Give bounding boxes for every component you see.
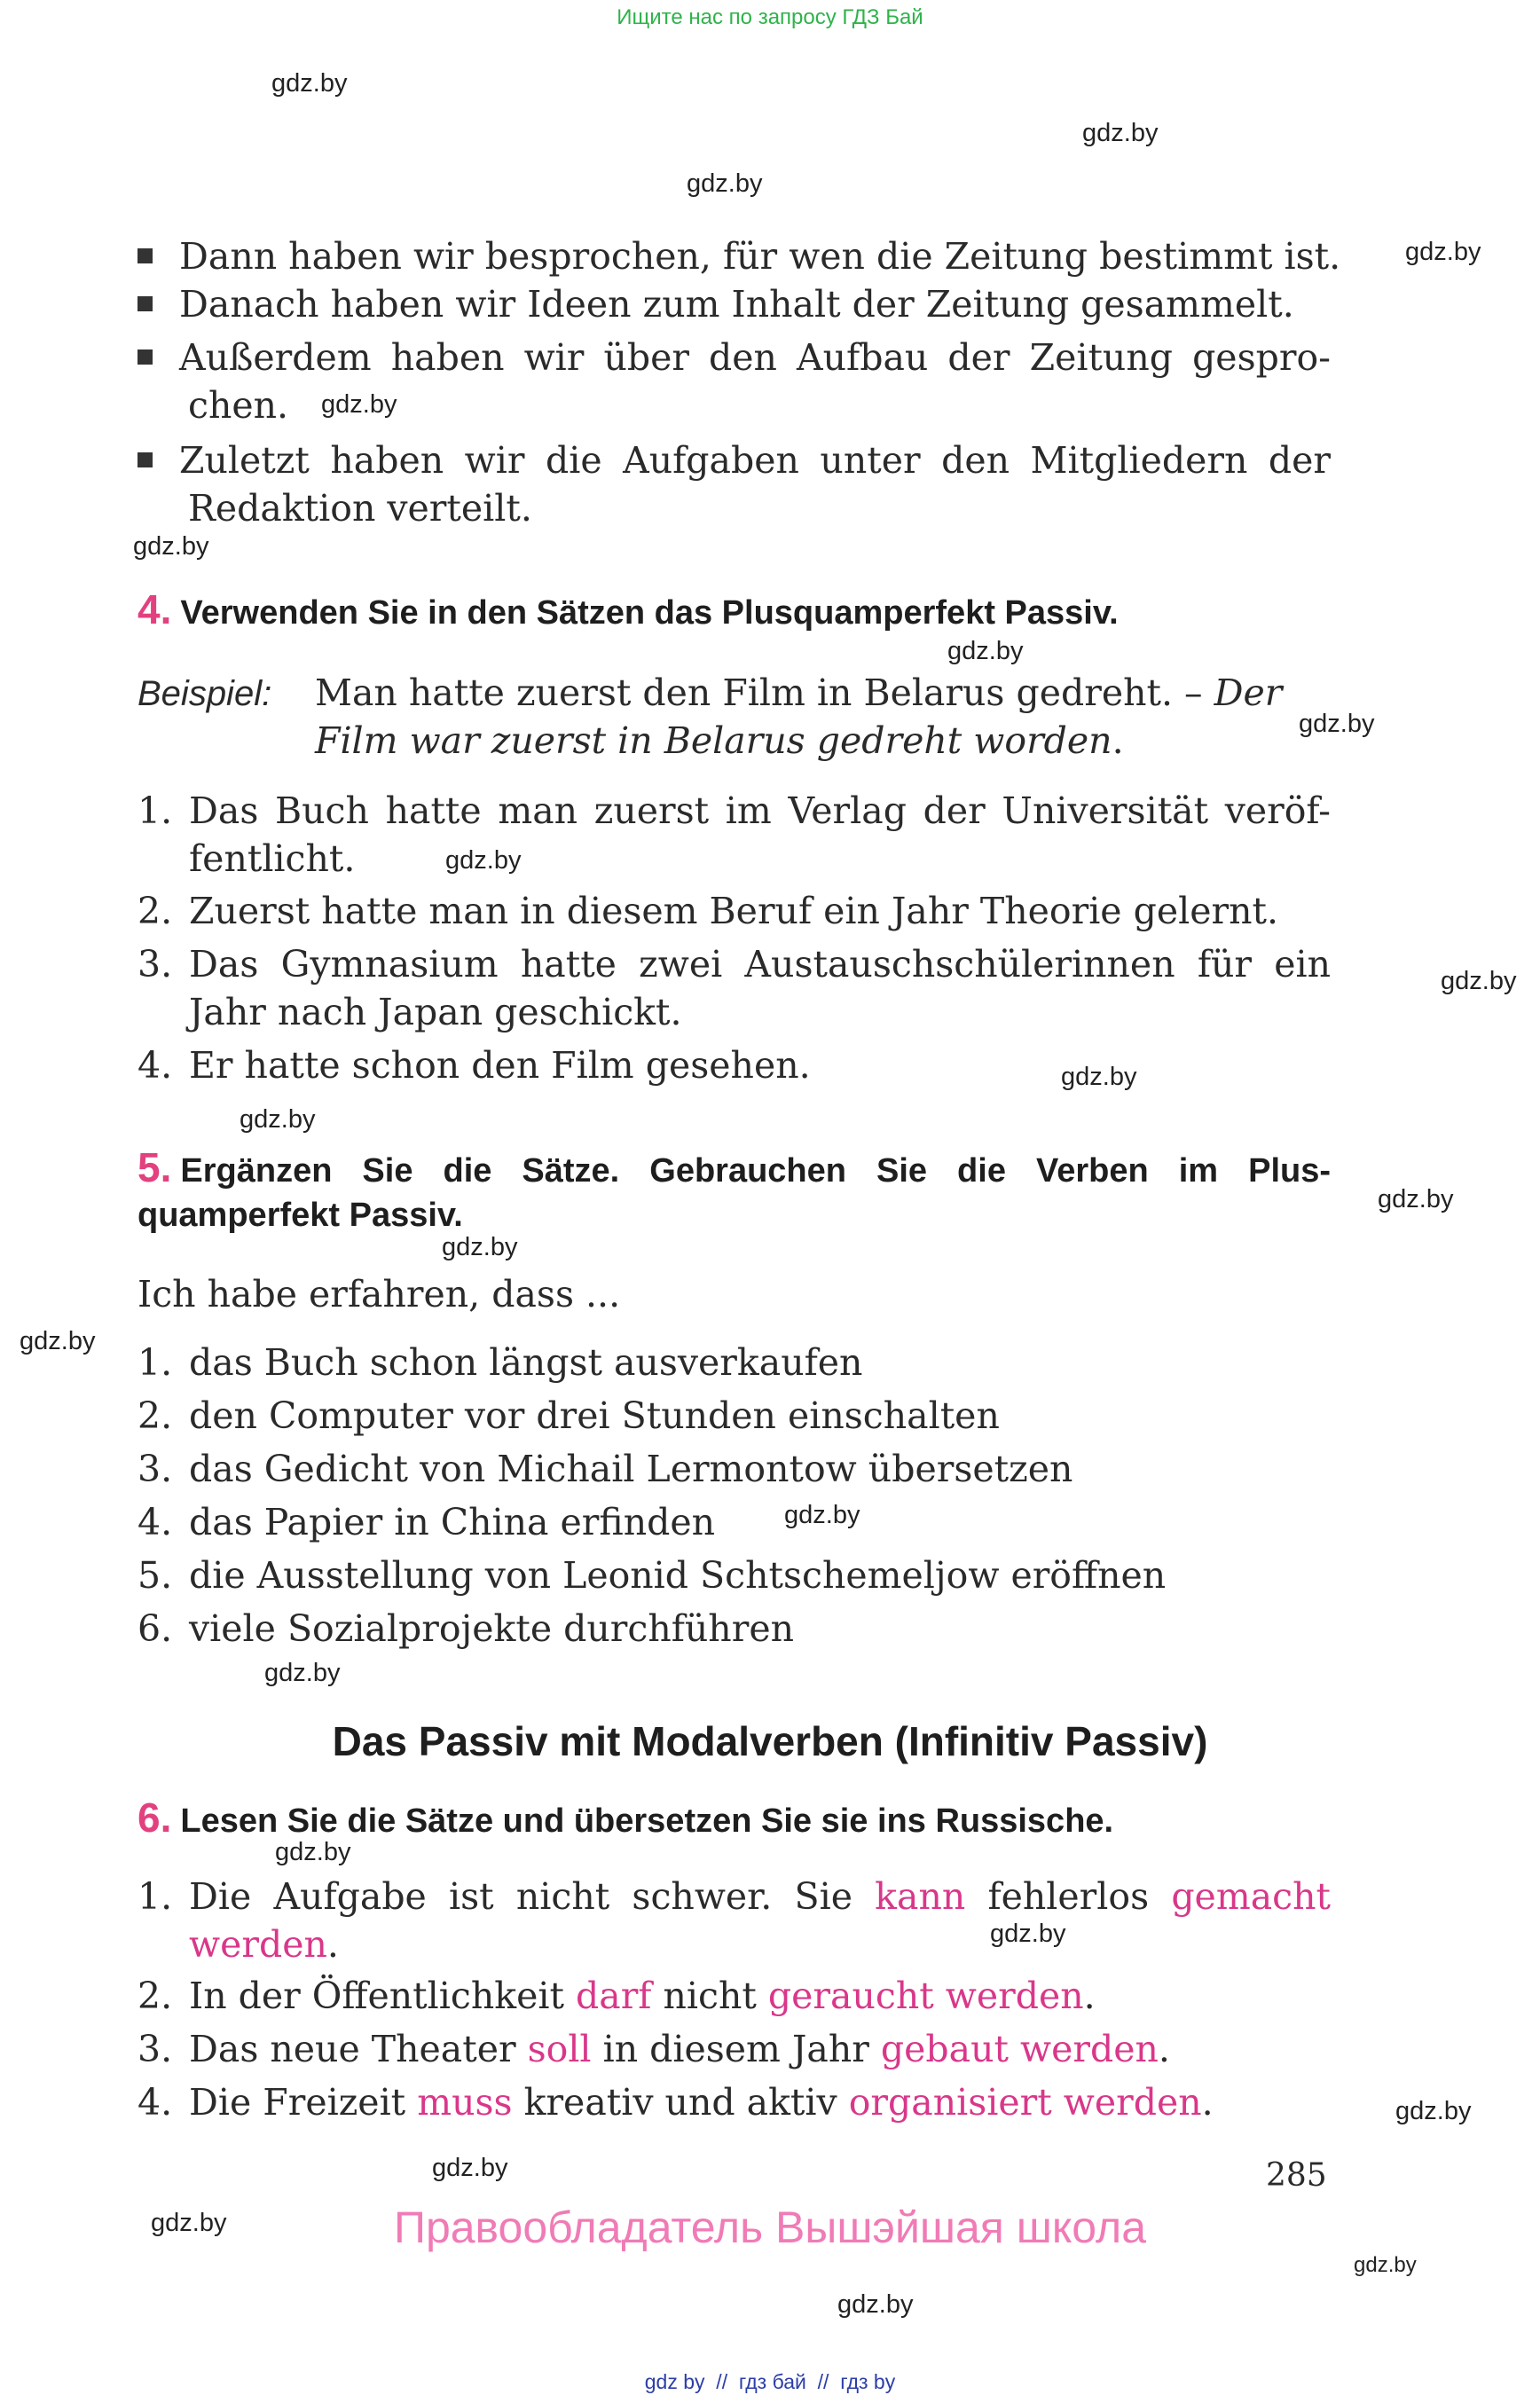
list-item: 1. Das Buch hatte man zuerst im Verlag der Universität veröf- fentlicht. (138, 789, 1331, 880)
exercise-6-heading (138, 1794, 1113, 1842)
modal-verb: muss (417, 2081, 513, 2124)
watermark: gdz.by (947, 637, 1024, 665)
watermark: gdz.by (264, 1659, 341, 1687)
list-item: 2. Zuerst hatte man in diesem Beruf ein Jahr Theorie gelernt. (138, 890, 1278, 932)
watermark: gdz.by (687, 169, 763, 198)
example-block (138, 669, 1331, 718)
watermark: gdz.by (151, 2209, 227, 2237)
list-item: 2. In der Öffentlichkeit darf nicht geraucht werden. (138, 1975, 1096, 2017)
watermark: gdz.by (240, 1105, 316, 1134)
exercise-number: 6. (138, 1794, 172, 1841)
list-item: 3. Das Gymnasium hatte zwei Austauschschülerinnen für ein Jahr nach Japan geschickt. (138, 943, 1331, 1033)
watermark: gdz.by (432, 2154, 508, 2182)
bullet-text-continuation: Redaktion verteilt. (188, 487, 532, 530)
example-answer: Der (1214, 671, 1283, 714)
watermark: gdz.by (133, 532, 209, 561)
list-item: 4. Er hatte schon den Film gesehen. (138, 1044, 811, 1087)
modal-verb: darf (576, 1975, 652, 2017)
watermark: gdz.by (321, 390, 397, 419)
list-item: 3. Das neue Theater soll in diesem Jahr gebaut werden. (138, 2028, 1170, 2070)
exercise-number: 4. (138, 586, 172, 632)
watermark: gdz.by (1082, 119, 1159, 147)
square-bullet-icon (138, 349, 153, 365)
passive-infinitive: gemacht (1171, 1875, 1331, 1918)
passive-infinitive: geraucht werden (767, 1975, 1084, 2017)
bullet-text: Außerdem haben wir über den Aufbau der Zeitung gespro- (179, 336, 1331, 379)
passive-infinitive: werden (189, 1923, 327, 1966)
example-label: Beispiel: (138, 674, 272, 713)
example-block-line2: Film war zuerst in Belarus gedreht worden. (315, 719, 1124, 762)
bullet-item (138, 334, 1331, 429)
section-title: Das Passiv mit Modalverben (Infinitiv Passiv) (332, 1718, 1208, 1764)
watermark: gdz.by (1299, 710, 1375, 738)
watermark: gdz.by (20, 1327, 96, 1355)
exercise-4-heading (138, 585, 1119, 633)
square-bullet-icon (138, 248, 153, 263)
page-number: 285 (1266, 2157, 1327, 2194)
watermark: gdz.by (275, 1838, 351, 1866)
exercise-instruction: Lesen Sie die Sätze und übersetzen Sie sie ins Russische. (180, 1802, 1114, 1840)
watermark: gdz.by (1441, 967, 1517, 995)
exercise-5-heading: 5. Ergänzen Sie die Sätze. Gebrauchen Sie die Verben im Plus- quamperfekt Passiv. (138, 1144, 1331, 1234)
list-item: 1. Die Aufgabe ist nicht schwer. Sie kann fehlerlos gemacht werden. (138, 1873, 1331, 1968)
list-item: 4. das Papier in China erfinden (138, 1501, 716, 1543)
watermark: gdz.by (271, 69, 348, 98)
bullet-item (138, 232, 1341, 280)
square-bullet-icon (138, 452, 153, 467)
modal-verb: soll (527, 2028, 592, 2070)
list-item: 3. das Gedicht von Michail Lermontow übersetzen (138, 1448, 1073, 1490)
watermark: gdz.by (1405, 238, 1481, 266)
passive-infinitive: gebaut werden (880, 2028, 1159, 2070)
bullet-text: Danach haben wir Ideen zum Inhalt der Zeitung gesammelt. (179, 283, 1294, 326)
bullet-text: Dann haben wir besprochen, für wen die Zeitung bestimmt ist. (179, 235, 1341, 278)
list-item: 2. den Computer vor drei Stunden einschalten (138, 1394, 1000, 1437)
top-banner[interactable]: Ищите нас по запросу ГДЗ Бай (617, 5, 923, 29)
list-item: 1. das Buch schon längst ausverkaufen (138, 1341, 863, 1384)
watermark: gdz.by (784, 1501, 860, 1529)
watermark: gdz.by (1354, 2253, 1417, 2277)
watermark: gdz.by (445, 846, 522, 875)
watermark: gdz.by (990, 1920, 1066, 1948)
square-bullet-icon (138, 296, 153, 311)
list-item: 5. die Ausstellung von Leonid Schtschemeljow eröffnen (138, 1554, 1167, 1597)
watermark: gdz.by (1395, 2097, 1472, 2125)
bottom-links[interactable]: gdz by // гдз бай // гдз by (644, 2370, 896, 2393)
copyright-holder: Правообладатель Вышэйшая школа (394, 2203, 1146, 2252)
modal-verb: kann (875, 1875, 966, 1918)
exercise-instruction: Ergänzen Sie die Sätze. Gebrauchen Sie die Verben im Plus- (180, 1152, 1331, 1190)
exercise-instruction: Verwenden Sie in den Sätzen das Plusquamperfekt Passiv. (180, 594, 1119, 632)
bullet-item (138, 280, 1331, 328)
exercise-intro: Ich habe erfahren, dass ... (138, 1273, 621, 1315)
bullet-text-continuation: chen. (188, 384, 289, 427)
exercise-number: 5. (138, 1144, 172, 1190)
list-item: 6. viele Sozialprojekte durchführen (138, 1607, 794, 1650)
example-answer: Film war zuerst in Belarus gedreht worden (315, 719, 1112, 762)
list-item: 4. Die Freizeit muss kreativ und aktiv organisiert werden. (138, 2081, 1214, 2124)
watermark: gdz.by (837, 2290, 914, 2319)
watermark: gdz.by (442, 1233, 518, 1261)
bullet-item (138, 436, 1331, 532)
watermark: gdz.by (1378, 1185, 1454, 1213)
example-sentence: Man hatte zuerst den Film in Belarus gedreht. – (315, 671, 1203, 714)
watermark: gdz.by (1061, 1063, 1137, 1091)
passive-infinitive: organisiert werden (848, 2081, 1202, 2124)
bullet-text: Zuletzt haben wir die Aufgaben unter den Mitgliedern der (179, 439, 1331, 482)
